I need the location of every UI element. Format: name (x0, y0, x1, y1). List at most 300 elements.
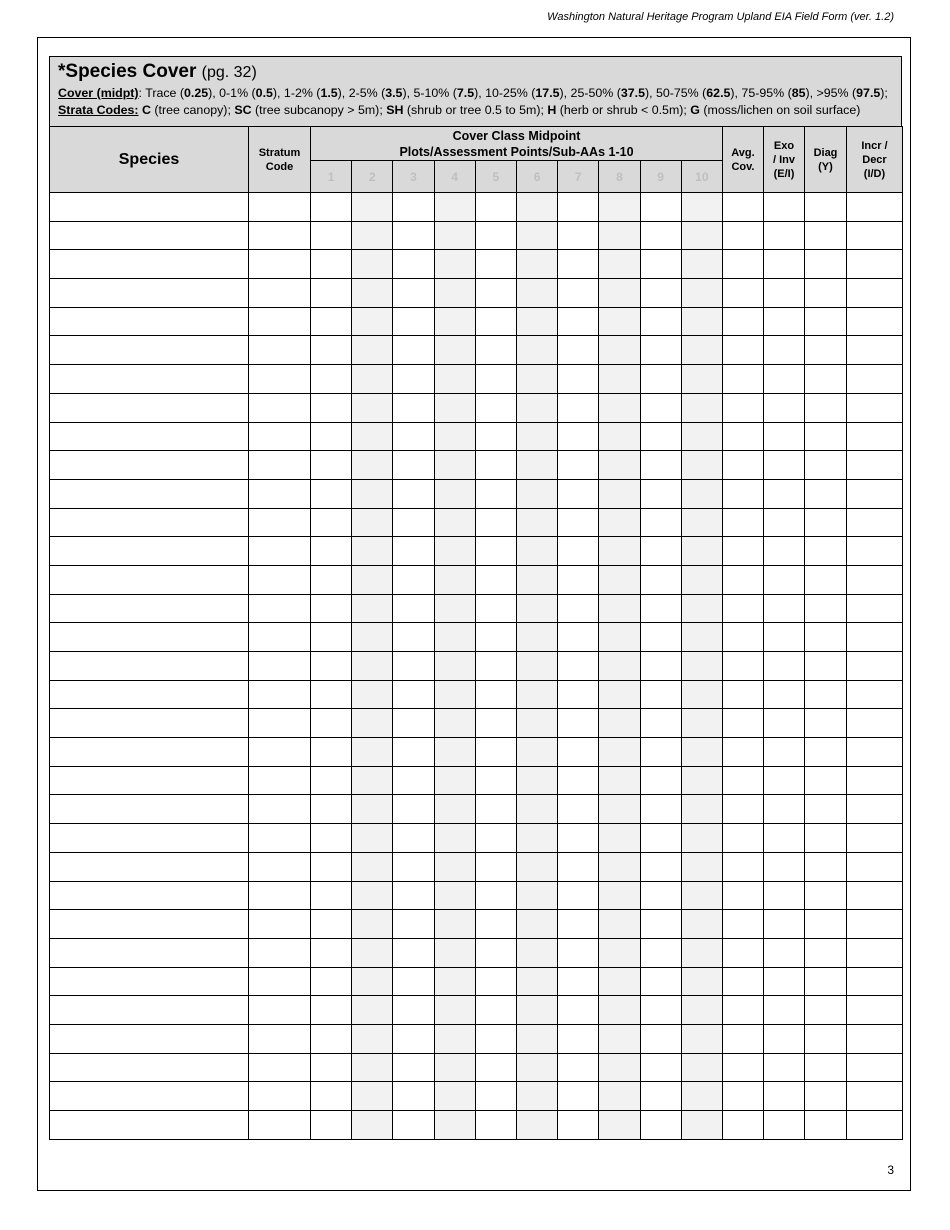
plot-cover-cell[interactable] (516, 193, 557, 222)
plot-cover-cell[interactable] (434, 652, 475, 681)
plot-cover-cell[interactable] (434, 336, 475, 365)
plot-cover-cell[interactable] (558, 938, 599, 967)
plot-cover-cell[interactable] (311, 365, 352, 394)
plot-cover-cell[interactable] (393, 1111, 434, 1140)
plot-cover-cell[interactable] (599, 422, 640, 451)
plot-cover-cell[interactable] (475, 451, 516, 480)
diag-cell[interactable] (804, 795, 846, 824)
plot-cover-cell[interactable] (516, 1082, 557, 1111)
incr-decr-cell[interactable] (846, 565, 902, 594)
plot-cover-cell[interactable] (640, 279, 681, 308)
plot-cover-cell[interactable] (681, 652, 722, 681)
avg-cov-cell[interactable] (722, 967, 763, 996)
plot-cover-cell[interactable] (475, 824, 516, 853)
plot-cover-cell[interactable] (434, 365, 475, 394)
plot-cover-cell[interactable] (516, 451, 557, 480)
plot-cover-cell[interactable] (599, 479, 640, 508)
avg-cov-cell[interactable] (722, 250, 763, 279)
avg-cov-cell[interactable] (722, 680, 763, 709)
plot-cover-cell[interactable] (516, 738, 557, 767)
plot-cover-cell[interactable] (516, 393, 557, 422)
plot-cover-cell[interactable] (681, 938, 722, 967)
plot-cover-cell[interactable] (311, 479, 352, 508)
incr-decr-cell[interactable] (846, 680, 902, 709)
plot-cover-cell[interactable] (393, 336, 434, 365)
plot-cover-cell[interactable] (352, 307, 393, 336)
stratum-code-cell[interactable] (249, 852, 311, 881)
plot-cover-cell[interactable] (640, 422, 681, 451)
incr-decr-cell[interactable] (846, 1053, 902, 1082)
plot-cover-cell[interactable] (311, 623, 352, 652)
avg-cov-cell[interactable] (722, 1024, 763, 1053)
avg-cov-cell[interactable] (722, 193, 763, 222)
plot-cover-cell[interactable] (393, 709, 434, 738)
plot-cover-cell[interactable] (681, 996, 722, 1025)
plot-cover-cell[interactable] (393, 221, 434, 250)
species-cell[interactable] (50, 393, 249, 422)
exo-inv-cell[interactable] (763, 451, 804, 480)
plot-cover-cell[interactable] (558, 1024, 599, 1053)
plot-cover-cell[interactable] (475, 652, 516, 681)
plot-cover-cell[interactable] (599, 680, 640, 709)
diag-cell[interactable] (804, 1082, 846, 1111)
plot-cover-cell[interactable] (475, 537, 516, 566)
stratum-code-cell[interactable] (249, 680, 311, 709)
stratum-code-cell[interactable] (249, 508, 311, 537)
avg-cov-cell[interactable] (722, 393, 763, 422)
plot-cover-cell[interactable] (640, 910, 681, 939)
plot-cover-cell[interactable] (434, 422, 475, 451)
plot-cover-cell[interactable] (475, 221, 516, 250)
species-cell[interactable] (50, 537, 249, 566)
plot-cover-cell[interactable] (599, 508, 640, 537)
plot-cover-cell[interactable] (393, 250, 434, 279)
plot-cover-cell[interactable] (352, 594, 393, 623)
incr-decr-cell[interactable] (846, 422, 902, 451)
plot-cover-cell[interactable] (558, 365, 599, 394)
diag-cell[interactable] (804, 565, 846, 594)
plot-cover-cell[interactable] (311, 279, 352, 308)
diag-cell[interactable] (804, 422, 846, 451)
exo-inv-cell[interactable] (763, 565, 804, 594)
plot-cover-cell[interactable] (475, 422, 516, 451)
species-cell[interactable] (50, 967, 249, 996)
stratum-code-cell[interactable] (249, 365, 311, 394)
stratum-code-cell[interactable] (249, 738, 311, 767)
plot-cover-cell[interactable] (640, 451, 681, 480)
diag-cell[interactable] (804, 967, 846, 996)
plot-cover-cell[interactable] (558, 881, 599, 910)
plot-cover-cell[interactable] (434, 250, 475, 279)
exo-inv-cell[interactable] (763, 393, 804, 422)
plot-cover-cell[interactable] (516, 221, 557, 250)
plot-cover-cell[interactable] (393, 537, 434, 566)
species-cell[interactable] (50, 738, 249, 767)
plot-cover-cell[interactable] (640, 508, 681, 537)
species-cell[interactable] (50, 881, 249, 910)
plot-cover-cell[interactable] (681, 1111, 722, 1140)
diag-cell[interactable] (804, 537, 846, 566)
plot-cover-cell[interactable] (516, 422, 557, 451)
exo-inv-cell[interactable] (763, 1082, 804, 1111)
plot-cover-cell[interactable] (599, 996, 640, 1025)
stratum-code-cell[interactable] (249, 193, 311, 222)
plot-cover-cell[interactable] (681, 594, 722, 623)
stratum-code-cell[interactable] (249, 1024, 311, 1053)
plot-cover-cell[interactable] (599, 852, 640, 881)
diag-cell[interactable] (804, 881, 846, 910)
plot-cover-cell[interactable] (640, 594, 681, 623)
avg-cov-cell[interactable] (722, 594, 763, 623)
diag-cell[interactable] (804, 279, 846, 308)
plot-cover-cell[interactable] (434, 910, 475, 939)
plot-cover-cell[interactable] (475, 852, 516, 881)
species-cell[interactable] (50, 652, 249, 681)
stratum-code-cell[interactable] (249, 766, 311, 795)
plot-cover-cell[interactable] (681, 709, 722, 738)
avg-cov-cell[interactable] (722, 1053, 763, 1082)
plot-cover-cell[interactable] (393, 738, 434, 767)
stratum-code-cell[interactable] (249, 250, 311, 279)
plot-cover-cell[interactable] (681, 967, 722, 996)
plot-cover-cell[interactable] (311, 652, 352, 681)
plot-cover-cell[interactable] (393, 1082, 434, 1111)
plot-cover-cell[interactable] (640, 881, 681, 910)
stratum-code-cell[interactable] (249, 1053, 311, 1082)
plot-cover-cell[interactable] (352, 336, 393, 365)
plot-cover-cell[interactable] (352, 738, 393, 767)
plot-cover-cell[interactable] (434, 881, 475, 910)
incr-decr-cell[interactable] (846, 1024, 902, 1053)
plot-cover-cell[interactable] (434, 479, 475, 508)
plot-cover-cell[interactable] (599, 594, 640, 623)
exo-inv-cell[interactable] (763, 623, 804, 652)
plot-cover-cell[interactable] (352, 967, 393, 996)
plot-cover-cell[interactable] (516, 479, 557, 508)
incr-decr-cell[interactable] (846, 279, 902, 308)
species-cell[interactable] (50, 250, 249, 279)
plot-cover-cell[interactable] (516, 1111, 557, 1140)
plot-cover-cell[interactable] (352, 652, 393, 681)
plot-cover-cell[interactable] (434, 738, 475, 767)
diag-cell[interactable] (804, 393, 846, 422)
plot-cover-cell[interactable] (640, 996, 681, 1025)
exo-inv-cell[interactable] (763, 967, 804, 996)
plot-cover-cell[interactable] (516, 652, 557, 681)
stratum-code-cell[interactable] (249, 623, 311, 652)
plot-cover-cell[interactable] (558, 766, 599, 795)
diag-cell[interactable] (804, 307, 846, 336)
plot-cover-cell[interactable] (516, 537, 557, 566)
incr-decr-cell[interactable] (846, 910, 902, 939)
plot-cover-cell[interactable] (558, 451, 599, 480)
avg-cov-cell[interactable] (722, 537, 763, 566)
species-cell[interactable] (50, 1082, 249, 1111)
exo-inv-cell[interactable] (763, 250, 804, 279)
avg-cov-cell[interactable] (722, 307, 763, 336)
plot-cover-cell[interactable] (393, 766, 434, 795)
diag-cell[interactable] (804, 938, 846, 967)
plot-cover-cell[interactable] (434, 967, 475, 996)
stratum-code-cell[interactable] (249, 451, 311, 480)
plot-cover-cell[interactable] (599, 451, 640, 480)
plot-cover-cell[interactable] (352, 910, 393, 939)
exo-inv-cell[interactable] (763, 824, 804, 853)
plot-cover-cell[interactable] (434, 221, 475, 250)
plot-cover-cell[interactable] (640, 766, 681, 795)
plot-cover-cell[interactable] (352, 1053, 393, 1082)
stratum-code-cell[interactable] (249, 537, 311, 566)
incr-decr-cell[interactable] (846, 508, 902, 537)
plot-cover-cell[interactable] (434, 852, 475, 881)
exo-inv-cell[interactable] (763, 738, 804, 767)
species-cell[interactable] (50, 824, 249, 853)
plot-cover-cell[interactable] (681, 393, 722, 422)
plot-cover-cell[interactable] (311, 680, 352, 709)
incr-decr-cell[interactable] (846, 336, 902, 365)
plot-cover-cell[interactable] (475, 250, 516, 279)
plot-cover-cell[interactable] (681, 365, 722, 394)
plot-cover-cell[interactable] (393, 680, 434, 709)
exo-inv-cell[interactable] (763, 479, 804, 508)
plot-cover-cell[interactable] (393, 193, 434, 222)
plot-cover-cell[interactable] (599, 365, 640, 394)
plot-cover-cell[interactable] (558, 307, 599, 336)
incr-decr-cell[interactable] (846, 824, 902, 853)
plot-cover-cell[interactable] (558, 537, 599, 566)
plot-cover-cell[interactable] (434, 1053, 475, 1082)
plot-cover-cell[interactable] (311, 881, 352, 910)
incr-decr-cell[interactable] (846, 652, 902, 681)
plot-cover-cell[interactable] (681, 1082, 722, 1111)
plot-cover-cell[interactable] (393, 565, 434, 594)
plot-cover-cell[interactable] (599, 1111, 640, 1140)
plot-cover-cell[interactable] (681, 279, 722, 308)
diag-cell[interactable] (804, 1053, 846, 1082)
stratum-code-cell[interactable] (249, 967, 311, 996)
plot-cover-cell[interactable] (516, 795, 557, 824)
exo-inv-cell[interactable] (763, 336, 804, 365)
plot-cover-cell[interactable] (352, 250, 393, 279)
diag-cell[interactable] (804, 365, 846, 394)
diag-cell[interactable] (804, 451, 846, 480)
plot-cover-cell[interactable] (393, 852, 434, 881)
avg-cov-cell[interactable] (722, 996, 763, 1025)
plot-cover-cell[interactable] (516, 279, 557, 308)
plot-cover-cell[interactable] (640, 1024, 681, 1053)
exo-inv-cell[interactable] (763, 594, 804, 623)
plot-cover-cell[interactable] (434, 393, 475, 422)
plot-cover-cell[interactable] (640, 221, 681, 250)
plot-cover-cell[interactable] (640, 680, 681, 709)
exo-inv-cell[interactable] (763, 508, 804, 537)
species-cell[interactable] (50, 451, 249, 480)
species-cell[interactable] (50, 680, 249, 709)
plot-cover-cell[interactable] (434, 824, 475, 853)
incr-decr-cell[interactable] (846, 250, 902, 279)
plot-cover-cell[interactable] (681, 852, 722, 881)
plot-cover-cell[interactable] (599, 709, 640, 738)
plot-cover-cell[interactable] (393, 508, 434, 537)
species-cell[interactable] (50, 996, 249, 1025)
plot-cover-cell[interactable] (352, 451, 393, 480)
plot-cover-cell[interactable] (599, 307, 640, 336)
plot-cover-cell[interactable] (475, 307, 516, 336)
stratum-code-cell[interactable] (249, 422, 311, 451)
plot-cover-cell[interactable] (516, 910, 557, 939)
plot-cover-cell[interactable] (516, 365, 557, 394)
plot-cover-cell[interactable] (311, 393, 352, 422)
plot-cover-cell[interactable] (599, 738, 640, 767)
plot-cover-cell[interactable] (352, 193, 393, 222)
plot-cover-cell[interactable] (558, 250, 599, 279)
plot-cover-cell[interactable] (640, 479, 681, 508)
plot-cover-cell[interactable] (516, 852, 557, 881)
diag-cell[interactable] (804, 680, 846, 709)
plot-cover-cell[interactable] (352, 996, 393, 1025)
diag-cell[interactable] (804, 824, 846, 853)
species-cell[interactable] (50, 422, 249, 451)
avg-cov-cell[interactable] (722, 479, 763, 508)
plot-cover-cell[interactable] (434, 594, 475, 623)
plot-cover-cell[interactable] (393, 652, 434, 681)
plot-cover-cell[interactable] (516, 881, 557, 910)
plot-cover-cell[interactable] (475, 938, 516, 967)
stratum-code-cell[interactable] (249, 279, 311, 308)
plot-cover-cell[interactable] (434, 565, 475, 594)
species-cell[interactable] (50, 795, 249, 824)
incr-decr-cell[interactable] (846, 996, 902, 1025)
plot-cover-cell[interactable] (681, 623, 722, 652)
plot-cover-cell[interactable] (311, 738, 352, 767)
species-cell[interactable] (50, 623, 249, 652)
plot-cover-cell[interactable] (352, 1111, 393, 1140)
plot-cover-cell[interactable] (599, 1082, 640, 1111)
incr-decr-cell[interactable] (846, 881, 902, 910)
avg-cov-cell[interactable] (722, 1082, 763, 1111)
plot-cover-cell[interactable] (311, 451, 352, 480)
species-cell[interactable] (50, 709, 249, 738)
avg-cov-cell[interactable] (722, 852, 763, 881)
incr-decr-cell[interactable] (846, 1082, 902, 1111)
diag-cell[interactable] (804, 852, 846, 881)
plot-cover-cell[interactable] (681, 451, 722, 480)
plot-cover-cell[interactable] (393, 910, 434, 939)
plot-cover-cell[interactable] (311, 250, 352, 279)
plot-cover-cell[interactable] (475, 393, 516, 422)
plot-cover-cell[interactable] (516, 250, 557, 279)
species-cell[interactable] (50, 365, 249, 394)
plot-cover-cell[interactable] (640, 1082, 681, 1111)
plot-cover-cell[interactable] (311, 709, 352, 738)
plot-cover-cell[interactable] (516, 623, 557, 652)
exo-inv-cell[interactable] (763, 852, 804, 881)
plot-cover-cell[interactable] (599, 250, 640, 279)
plot-cover-cell[interactable] (311, 910, 352, 939)
plot-cover-cell[interactable] (599, 910, 640, 939)
plot-cover-cell[interactable] (434, 795, 475, 824)
incr-decr-cell[interactable] (846, 479, 902, 508)
avg-cov-cell[interactable] (722, 508, 763, 537)
incr-decr-cell[interactable] (846, 967, 902, 996)
avg-cov-cell[interactable] (722, 279, 763, 308)
plot-cover-cell[interactable] (475, 1024, 516, 1053)
plot-cover-cell[interactable] (434, 279, 475, 308)
diag-cell[interactable] (804, 594, 846, 623)
avg-cov-cell[interactable] (722, 336, 763, 365)
plot-cover-cell[interactable] (558, 393, 599, 422)
incr-decr-cell[interactable] (846, 938, 902, 967)
plot-cover-cell[interactable] (393, 307, 434, 336)
avg-cov-cell[interactable] (722, 365, 763, 394)
plot-cover-cell[interactable] (681, 422, 722, 451)
exo-inv-cell[interactable] (763, 307, 804, 336)
avg-cov-cell[interactable] (722, 824, 763, 853)
stratum-code-cell[interactable] (249, 1111, 311, 1140)
plot-cover-cell[interactable] (558, 709, 599, 738)
plot-cover-cell[interactable] (516, 996, 557, 1025)
incr-decr-cell[interactable] (846, 1111, 902, 1140)
plot-cover-cell[interactable] (599, 193, 640, 222)
plot-cover-cell[interactable] (599, 652, 640, 681)
stratum-code-cell[interactable] (249, 565, 311, 594)
plot-cover-cell[interactable] (352, 365, 393, 394)
species-cell[interactable] (50, 1053, 249, 1082)
plot-cover-cell[interactable] (475, 910, 516, 939)
plot-cover-cell[interactable] (352, 1024, 393, 1053)
plot-cover-cell[interactable] (434, 680, 475, 709)
species-cell[interactable] (50, 1024, 249, 1053)
plot-cover-cell[interactable] (434, 709, 475, 738)
diag-cell[interactable] (804, 652, 846, 681)
plot-cover-cell[interactable] (352, 852, 393, 881)
plot-cover-cell[interactable] (599, 565, 640, 594)
plot-cover-cell[interactable] (434, 1024, 475, 1053)
stratum-code-cell[interactable] (249, 336, 311, 365)
exo-inv-cell[interactable] (763, 1111, 804, 1140)
stratum-code-cell[interactable] (249, 594, 311, 623)
species-cell[interactable] (50, 594, 249, 623)
incr-decr-cell[interactable] (846, 221, 902, 250)
plot-cover-cell[interactable] (599, 537, 640, 566)
plot-cover-cell[interactable] (640, 537, 681, 566)
plot-cover-cell[interactable] (558, 1082, 599, 1111)
plot-cover-cell[interactable] (475, 967, 516, 996)
plot-cover-cell[interactable] (475, 508, 516, 537)
species-cell[interactable] (50, 221, 249, 250)
plot-cover-cell[interactable] (640, 365, 681, 394)
stratum-code-cell[interactable] (249, 795, 311, 824)
stratum-code-cell[interactable] (249, 393, 311, 422)
plot-cover-cell[interactable] (640, 795, 681, 824)
species-cell[interactable] (50, 1111, 249, 1140)
plot-cover-cell[interactable] (393, 967, 434, 996)
exo-inv-cell[interactable] (763, 938, 804, 967)
avg-cov-cell[interactable] (722, 565, 763, 594)
plot-cover-cell[interactable] (352, 279, 393, 308)
plot-cover-cell[interactable] (681, 738, 722, 767)
plot-cover-cell[interactable] (516, 938, 557, 967)
plot-cover-cell[interactable] (434, 451, 475, 480)
avg-cov-cell[interactable] (722, 652, 763, 681)
plot-cover-cell[interactable] (558, 508, 599, 537)
plot-cover-cell[interactable] (393, 795, 434, 824)
diag-cell[interactable] (804, 910, 846, 939)
plot-cover-cell[interactable] (558, 565, 599, 594)
stratum-code-cell[interactable] (249, 910, 311, 939)
plot-cover-cell[interactable] (311, 996, 352, 1025)
plot-cover-cell[interactable] (558, 996, 599, 1025)
